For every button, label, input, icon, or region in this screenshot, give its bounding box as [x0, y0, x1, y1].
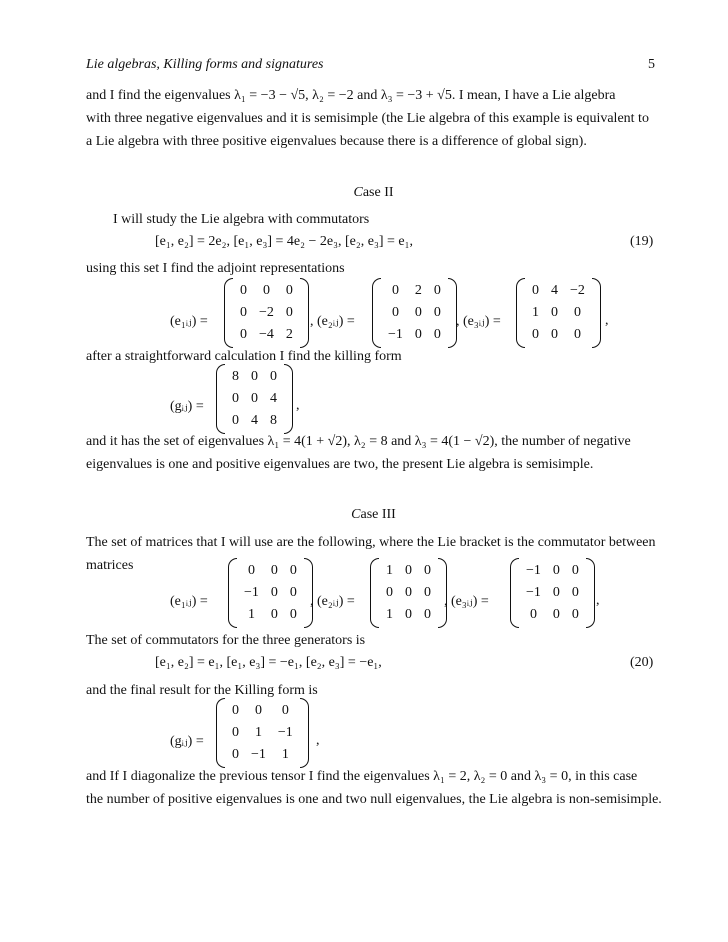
- matrix-cell: 0: [529, 607, 537, 622]
- matrix-row: [380, 604, 437, 626]
- matrix-grid: [226, 700, 299, 766]
- matrix-row: [238, 560, 303, 582]
- matrix-row: [526, 280, 591, 302]
- matrix-cell: 1: [532, 305, 539, 320]
- matrix-end-comma: ,: [605, 313, 609, 328]
- case3-killing-text: and the final result for the Killing form is: [86, 683, 318, 698]
- matrix-cell: 1: [254, 725, 262, 740]
- matrix-cell: 0: [232, 747, 239, 762]
- matrix-grid: [238, 560, 303, 626]
- section-heading-case-ii: Case II: [353, 185, 394, 200]
- matrix-cell: 4: [551, 283, 558, 298]
- case2-adjoint-text: using this set I find the adjoint representations: [86, 261, 345, 276]
- matrix-row: [238, 582, 303, 604]
- matrix-cell: 8: [232, 369, 239, 384]
- matrix-cell: 0: [240, 327, 247, 342]
- matrix-cell: 0: [424, 585, 431, 600]
- matrix-label-e3: , (e₃ᵢⱼ) =: [444, 594, 489, 609]
- killing-form-label: (gᵢⱼ) =: [170, 399, 204, 414]
- matrix-cell: −1: [526, 563, 541, 578]
- matrix-row: [382, 302, 447, 324]
- matrix-cell: 0: [433, 283, 441, 298]
- matrix-row: [526, 302, 591, 324]
- page-number: 5: [648, 57, 655, 72]
- matrix-cell: 0: [433, 305, 441, 320]
- intro-line: with three negative eigenvalues and it is semisimple (the Lie algebra of this example is equivalent to: [86, 111, 649, 126]
- matrix-cell: 0: [571, 585, 579, 600]
- matrix-grid: [520, 560, 585, 626]
- matrix-cell: 0: [573, 305, 581, 320]
- matrix-grid: [382, 280, 447, 346]
- matrix-row: [226, 722, 299, 744]
- matrix-e3-case3: [520, 560, 585, 626]
- matrix-cell: 0: [289, 563, 297, 578]
- matrix-cell: 0: [262, 283, 270, 298]
- matrix-cell: 0: [254, 703, 262, 718]
- matrix-grid: [226, 366, 283, 432]
- matrix-cell: 2: [414, 283, 422, 298]
- matrix-row: [226, 744, 299, 766]
- killing-form-matrix-case2: [226, 366, 283, 432]
- matrix-row: [234, 324, 299, 346]
- matrix-cell: 0: [289, 585, 297, 600]
- matrix-cell: 0: [405, 563, 412, 578]
- matrix-e2-case3: [380, 560, 437, 626]
- case3-commutators-equation: [e₁, e₂] = e₁, [e₁, e₃] = −e₁, [e₂, e₃] = −e₁,: [155, 655, 382, 670]
- matrix-label-e1: (e₁ᵢⱼ) =: [170, 594, 208, 609]
- matrix-cell: −1: [277, 725, 293, 740]
- equation-number-20: (20): [630, 655, 654, 670]
- intro-paragraph: [86, 84, 661, 153]
- matrix-cell: 0: [573, 327, 581, 342]
- matrix-cell: 0: [232, 413, 239, 428]
- matrix-cell: −1: [251, 747, 266, 762]
- matrix-cell: 0: [551, 305, 558, 320]
- matrix-cell: 4: [270, 391, 277, 406]
- matrix-grid: [526, 280, 591, 346]
- intro-line: and I find the eigenvalues λ₁ = −3 − √5, λ₂ = −2 and λ₃ = −3 + √5. I mean, I have a Lie algebra: [86, 88, 616, 103]
- intro-line: a Lie algebra with three positive eigenvalues because there is a difference of global sign).: [86, 134, 587, 149]
- matrix-cell: 0: [251, 391, 258, 406]
- matrix-cell: 2: [285, 327, 293, 342]
- matrix-cell: 0: [405, 585, 412, 600]
- matrix-row: [382, 280, 447, 302]
- matrix-row: [238, 604, 303, 626]
- matrix-cell: 1: [247, 607, 255, 622]
- matrix-grid: [380, 560, 437, 626]
- matrix-row: [382, 324, 447, 346]
- case3-commutator-text: The set of commutators for the three generators is: [86, 633, 366, 648]
- running-header-title: Lie algebras, Killing forms and signatures: [86, 57, 324, 72]
- matrix-cell: 0: [391, 283, 399, 298]
- case2-lead: I will study the Lie algebra with commutators: [113, 212, 370, 227]
- matrix-label-e1: (e₁ᵢⱼ) =: [170, 314, 208, 329]
- matrix-cell: 0: [232, 725, 239, 740]
- case3-lead: The set of matrices that I will use are the following, where the Lie bracket is the commutator between matrices: [86, 535, 656, 573]
- matrix-cell: 0: [270, 563, 278, 578]
- matrix-row: [226, 410, 283, 432]
- matrix-label-e2: , (e₂ᵢⱼ) =: [310, 314, 355, 329]
- matrix-e1-case3: [238, 560, 303, 626]
- matrix-row: [226, 700, 299, 722]
- matrix-cell: 0: [386, 585, 393, 600]
- matrix-cell: 0: [414, 327, 422, 342]
- matrix-cell: 0: [247, 563, 255, 578]
- killing-form-end: ,: [316, 733, 320, 748]
- matrix-cell: 0: [289, 607, 297, 622]
- case3-conclusion: and If I diagonalize the previous tensor I find the eigenvalues λ₁ = 2, λ₂ = 0 and λ₃ = 0, in this case the number of positive eigenvalues is one and two null eigenvalues, the Lie algebra is non-semisimple.: [86, 769, 662, 807]
- matrix-label-e2: , (e₂ᵢⱼ) =: [310, 594, 355, 609]
- matrix-cell: 0: [532, 327, 539, 342]
- killing-form-end: ,: [296, 398, 300, 413]
- matrix-label-e3: , (e₃ᵢⱼ) =: [456, 314, 501, 329]
- matrix-row: [520, 560, 585, 582]
- matrix-row: [380, 560, 437, 582]
- matrix-cell: 0: [391, 305, 399, 320]
- matrix-cell: 0: [285, 283, 293, 298]
- matrix-cell: 0: [232, 703, 239, 718]
- killing-form-label: (gᵢⱼ) =: [170, 734, 204, 749]
- matrix-row: [380, 582, 437, 604]
- matrix-cell: 0: [232, 391, 239, 406]
- matrix-cell: 1: [386, 563, 393, 578]
- matrix-cell: 0: [281, 703, 289, 718]
- matrix-cell: −1: [388, 327, 403, 342]
- matrix-cell: 0: [405, 607, 412, 622]
- matrix-row: [226, 366, 283, 388]
- matrix-cell: 0: [433, 327, 441, 342]
- matrix-e2-case2: [382, 280, 447, 346]
- matrix-row: [226, 388, 283, 410]
- matrix-cell: 0: [240, 305, 247, 320]
- matrix-end-comma: ,: [596, 593, 600, 608]
- matrix-cell: 0: [240, 283, 247, 298]
- matrix-cell: −4: [259, 327, 274, 342]
- matrix-cell: −2: [570, 283, 585, 298]
- matrix-e1-case2: [234, 280, 299, 346]
- matrix-cell: 0: [270, 607, 278, 622]
- section-heading-case-iii: Case III: [351, 507, 396, 522]
- matrix-cell: 0: [551, 327, 558, 342]
- matrix-cell: 0: [270, 585, 278, 600]
- matrix-cell: 4: [251, 413, 258, 428]
- killing-form-matrix-case3: [226, 700, 299, 766]
- matrix-cell: 8: [270, 413, 277, 428]
- matrix-row: [526, 324, 591, 346]
- matrix-cell: 0: [552, 585, 560, 600]
- case2-commutators-equation: [e₁, e₂] = 2e₂, [e₁, e₃] = 4e₂ − 2e₃, [e₂, e₃] = e₁,: [155, 234, 414, 249]
- matrix-cell: 0: [571, 607, 579, 622]
- matrix-cell: −2: [259, 305, 274, 320]
- matrix-cell: 0: [285, 305, 293, 320]
- matrix-cell: −1: [244, 585, 259, 600]
- matrix-cell: 0: [532, 283, 539, 298]
- matrix-cell: 0: [270, 369, 277, 384]
- matrix-cell: 1: [386, 607, 393, 622]
- matrix-cell: 0: [414, 305, 422, 320]
- matrix-cell: 0: [424, 607, 431, 622]
- matrix-row: [520, 582, 585, 604]
- matrix-e3-case2: [526, 280, 591, 346]
- matrix-row: [234, 302, 299, 324]
- case2-killing-text: after a straightforward calculation I find the killing form: [86, 349, 402, 364]
- matrix-row: [234, 280, 299, 302]
- matrix-cell: 0: [251, 369, 258, 384]
- matrix-grid: [234, 280, 299, 346]
- matrix-cell: 1: [281, 747, 289, 762]
- matrix-row: [520, 604, 585, 626]
- matrix-cell: 0: [552, 607, 560, 622]
- matrix-cell: −1: [526, 585, 541, 600]
- matrix-cell: 0: [571, 563, 579, 578]
- equation-number-19: (19): [630, 234, 654, 249]
- case2-conclusion: and it has the set of eigenvalues λ₁ = 4(1 + √2), λ₂ = 8 and λ₃ = 4(1 − √2), the number of negative eigenvalues is one and positive eigenvalues are two, the present Lie algebra is semisimple.: [86, 434, 631, 472]
- matrix-cell: 0: [424, 563, 431, 578]
- matrix-cell: 0: [552, 563, 560, 578]
